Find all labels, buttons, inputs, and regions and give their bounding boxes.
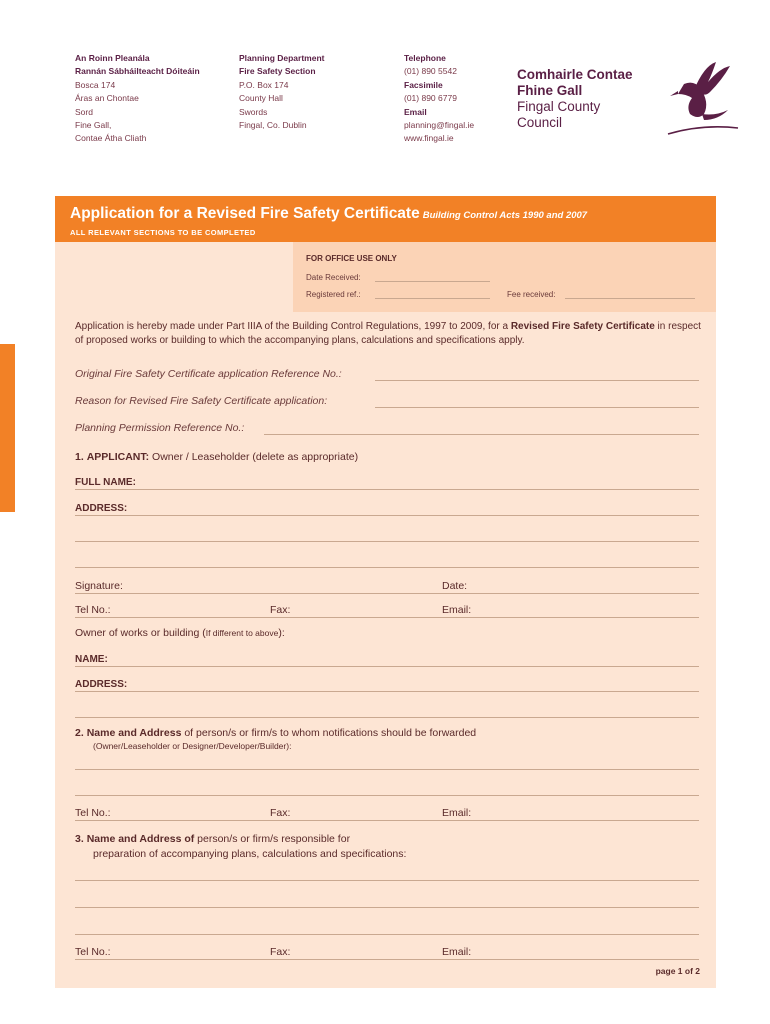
bird-logo-icon (664, 58, 740, 136)
section-3-fax-label: Fax: (270, 946, 291, 958)
section-2-heading (75, 727, 476, 739)
section-1-label: APPLICANT: (86, 451, 150, 463)
email-address[interactable]: planning@fingal.ie (404, 120, 475, 131)
form-subtitle: Building Control Acts 1990 and 2007 (422, 210, 588, 221)
header-contact (404, 52, 474, 146)
side-tab-marker (0, 344, 15, 512)
date-label: Date: (442, 580, 468, 592)
address-line: Contae Átha Cliath (75, 133, 147, 144)
section-3-subtext: preparation of accompanying plans, calculations and specifications: (93, 848, 407, 860)
address-field-line-2[interactable] (75, 541, 699, 542)
owner-text: Owner of works or building ( (75, 627, 206, 639)
owner-name-label: NAME: (75, 654, 108, 665)
section-3-heading (75, 833, 350, 845)
intro-text-end: in respect of proposed works or building to which the accompanying plans, calculations and specifications apply. (75, 321, 701, 346)
planning-ref-label: Planning Permission Reference No.: (75, 422, 245, 434)
owner-address-field-1[interactable] (75, 691, 699, 692)
address-line: P.O. Box 174 (239, 79, 289, 90)
logo-line-1: Comhairle Contae (517, 67, 633, 82)
owner-address-label: ADDRESS: (75, 679, 128, 690)
logo-line-4: Council (517, 115, 563, 130)
section-3-text: person/s or firm/s responsible for (197, 833, 351, 845)
section-2-label: Name and Address (86, 727, 182, 739)
form-title-text: Application for a Revised Fire Safety Certificate (70, 205, 420, 222)
email-label: Email (404, 106, 427, 117)
owner-small-text: If different to above (205, 628, 279, 638)
logo-line-3: Fingal County (517, 99, 601, 114)
section-3-label: Name and Address of (86, 833, 195, 845)
address-line: County Hall (239, 93, 283, 104)
address-label: ADDRESS: (75, 503, 128, 514)
section-3-email-label: Email: (442, 946, 472, 958)
address-line: Sord (75, 106, 93, 117)
intro-text: Application is hereby made under Part IIIA of the Building Control Regulations, 1997 to 2009, for a (75, 321, 511, 332)
section-1-text: Owner / Leaseholder (delete as appropriate) (152, 451, 359, 463)
address-line: Fingal, Co. Dublin (239, 120, 307, 131)
tel-label: Tel No.: (75, 604, 111, 616)
reason-label: Reason for Revised Fire Safety Certificate application: (75, 395, 328, 407)
date-received-label: Date Received: (306, 273, 361, 282)
original-ref-field[interactable] (375, 380, 699, 381)
section-1-number: 1. (75, 451, 84, 463)
section-3-number: 3. (75, 833, 84, 845)
intro-bold: Revised Fire Safety Certificate (510, 321, 655, 332)
reason-field[interactable] (375, 407, 699, 408)
header-irish-address (75, 52, 200, 146)
header-english-address (239, 52, 324, 132)
section-2-contact-field[interactable] (75, 820, 699, 821)
address-field-line-1[interactable] (75, 515, 699, 516)
application-form (55, 196, 716, 988)
owner-label (75, 627, 285, 639)
address-line: Swords (239, 106, 268, 117)
facsimile-number: (01) 890 6779 (404, 93, 457, 104)
section-2-field-1[interactable] (75, 769, 699, 770)
fee-received-label: Fee received: (507, 290, 556, 299)
address-line: Bosca 174 (75, 79, 116, 90)
owner-name-field[interactable] (75, 666, 699, 667)
registered-ref-label: Registered ref.: (306, 290, 361, 299)
section-3-contact-field[interactable] (75, 959, 699, 960)
section-name-irish: Rannán Sábháilteacht Dóiteáin (75, 66, 200, 77)
section-2-tel-label: Tel No.: (75, 807, 111, 819)
section-2-number: 2. (75, 727, 84, 739)
website[interactable]: www.fingal.ie (404, 133, 454, 144)
logo-line-2: Fhine Gall (517, 83, 583, 98)
telephone-number: (01) 890 5542 (404, 66, 457, 77)
form-title (70, 205, 587, 223)
registered-ref-field[interactable] (375, 298, 490, 299)
signature-date-field[interactable] (75, 593, 699, 594)
address-line: Fine Gall, (75, 120, 112, 131)
full-name-label: FULL NAME: (75, 477, 136, 488)
full-name-field[interactable] (75, 489, 699, 490)
section-2-email-label: Email: (442, 807, 472, 819)
address-field-line-3[interactable] (75, 567, 699, 568)
fee-received-field[interactable] (565, 298, 695, 299)
date-received-field[interactable] (375, 281, 490, 282)
dept-name: Planning Department (239, 53, 325, 63)
fax-label: Fax: (270, 604, 291, 616)
email-label: Email: (442, 604, 472, 616)
section-3-field-3[interactable] (75, 934, 699, 935)
dept-name-irish: An Roinn Pleanála (75, 53, 150, 63)
office-use-box (293, 242, 716, 312)
council-logo-text (517, 67, 633, 131)
section-3-field-2[interactable] (75, 907, 699, 908)
facsimile-label: Facsimile (404, 79, 443, 90)
page-number: page 1 of 2 (655, 966, 700, 976)
intro-paragraph (75, 320, 705, 348)
office-heading: FOR OFFICE USE ONLY (306, 254, 397, 263)
required-note: ALL RELEVANT SECTIONS TO BE COMPLETED (70, 228, 256, 237)
section-1-heading (75, 451, 358, 463)
section-3-field-1[interactable] (75, 880, 699, 881)
section-name: Fire Safety Section (239, 66, 316, 77)
owner-text-end: ): (278, 627, 285, 639)
section-2-fax-label: Fax: (270, 807, 291, 819)
owner-address-field-2[interactable] (75, 717, 699, 718)
planning-ref-field[interactable] (264, 434, 699, 435)
section-2-field-2[interactable] (75, 795, 699, 796)
address-line: Áras an Chontae (75, 93, 139, 104)
tel-fax-email-field[interactable] (75, 617, 699, 618)
signature-label: Signature: (75, 580, 123, 592)
section-2-subtext: (Owner/Leaseholder or Designer/Developer/Builder): (93, 741, 292, 751)
telephone-label: Telephone (404, 53, 446, 63)
form-banner (55, 196, 716, 242)
original-ref-label: Original Fire Safety Certificate application Reference No.: (75, 368, 342, 380)
section-2-text: of person/s or firm/s to whom notifications should be forwarded (184, 727, 477, 739)
section-3-tel-label: Tel No.: (75, 946, 111, 958)
